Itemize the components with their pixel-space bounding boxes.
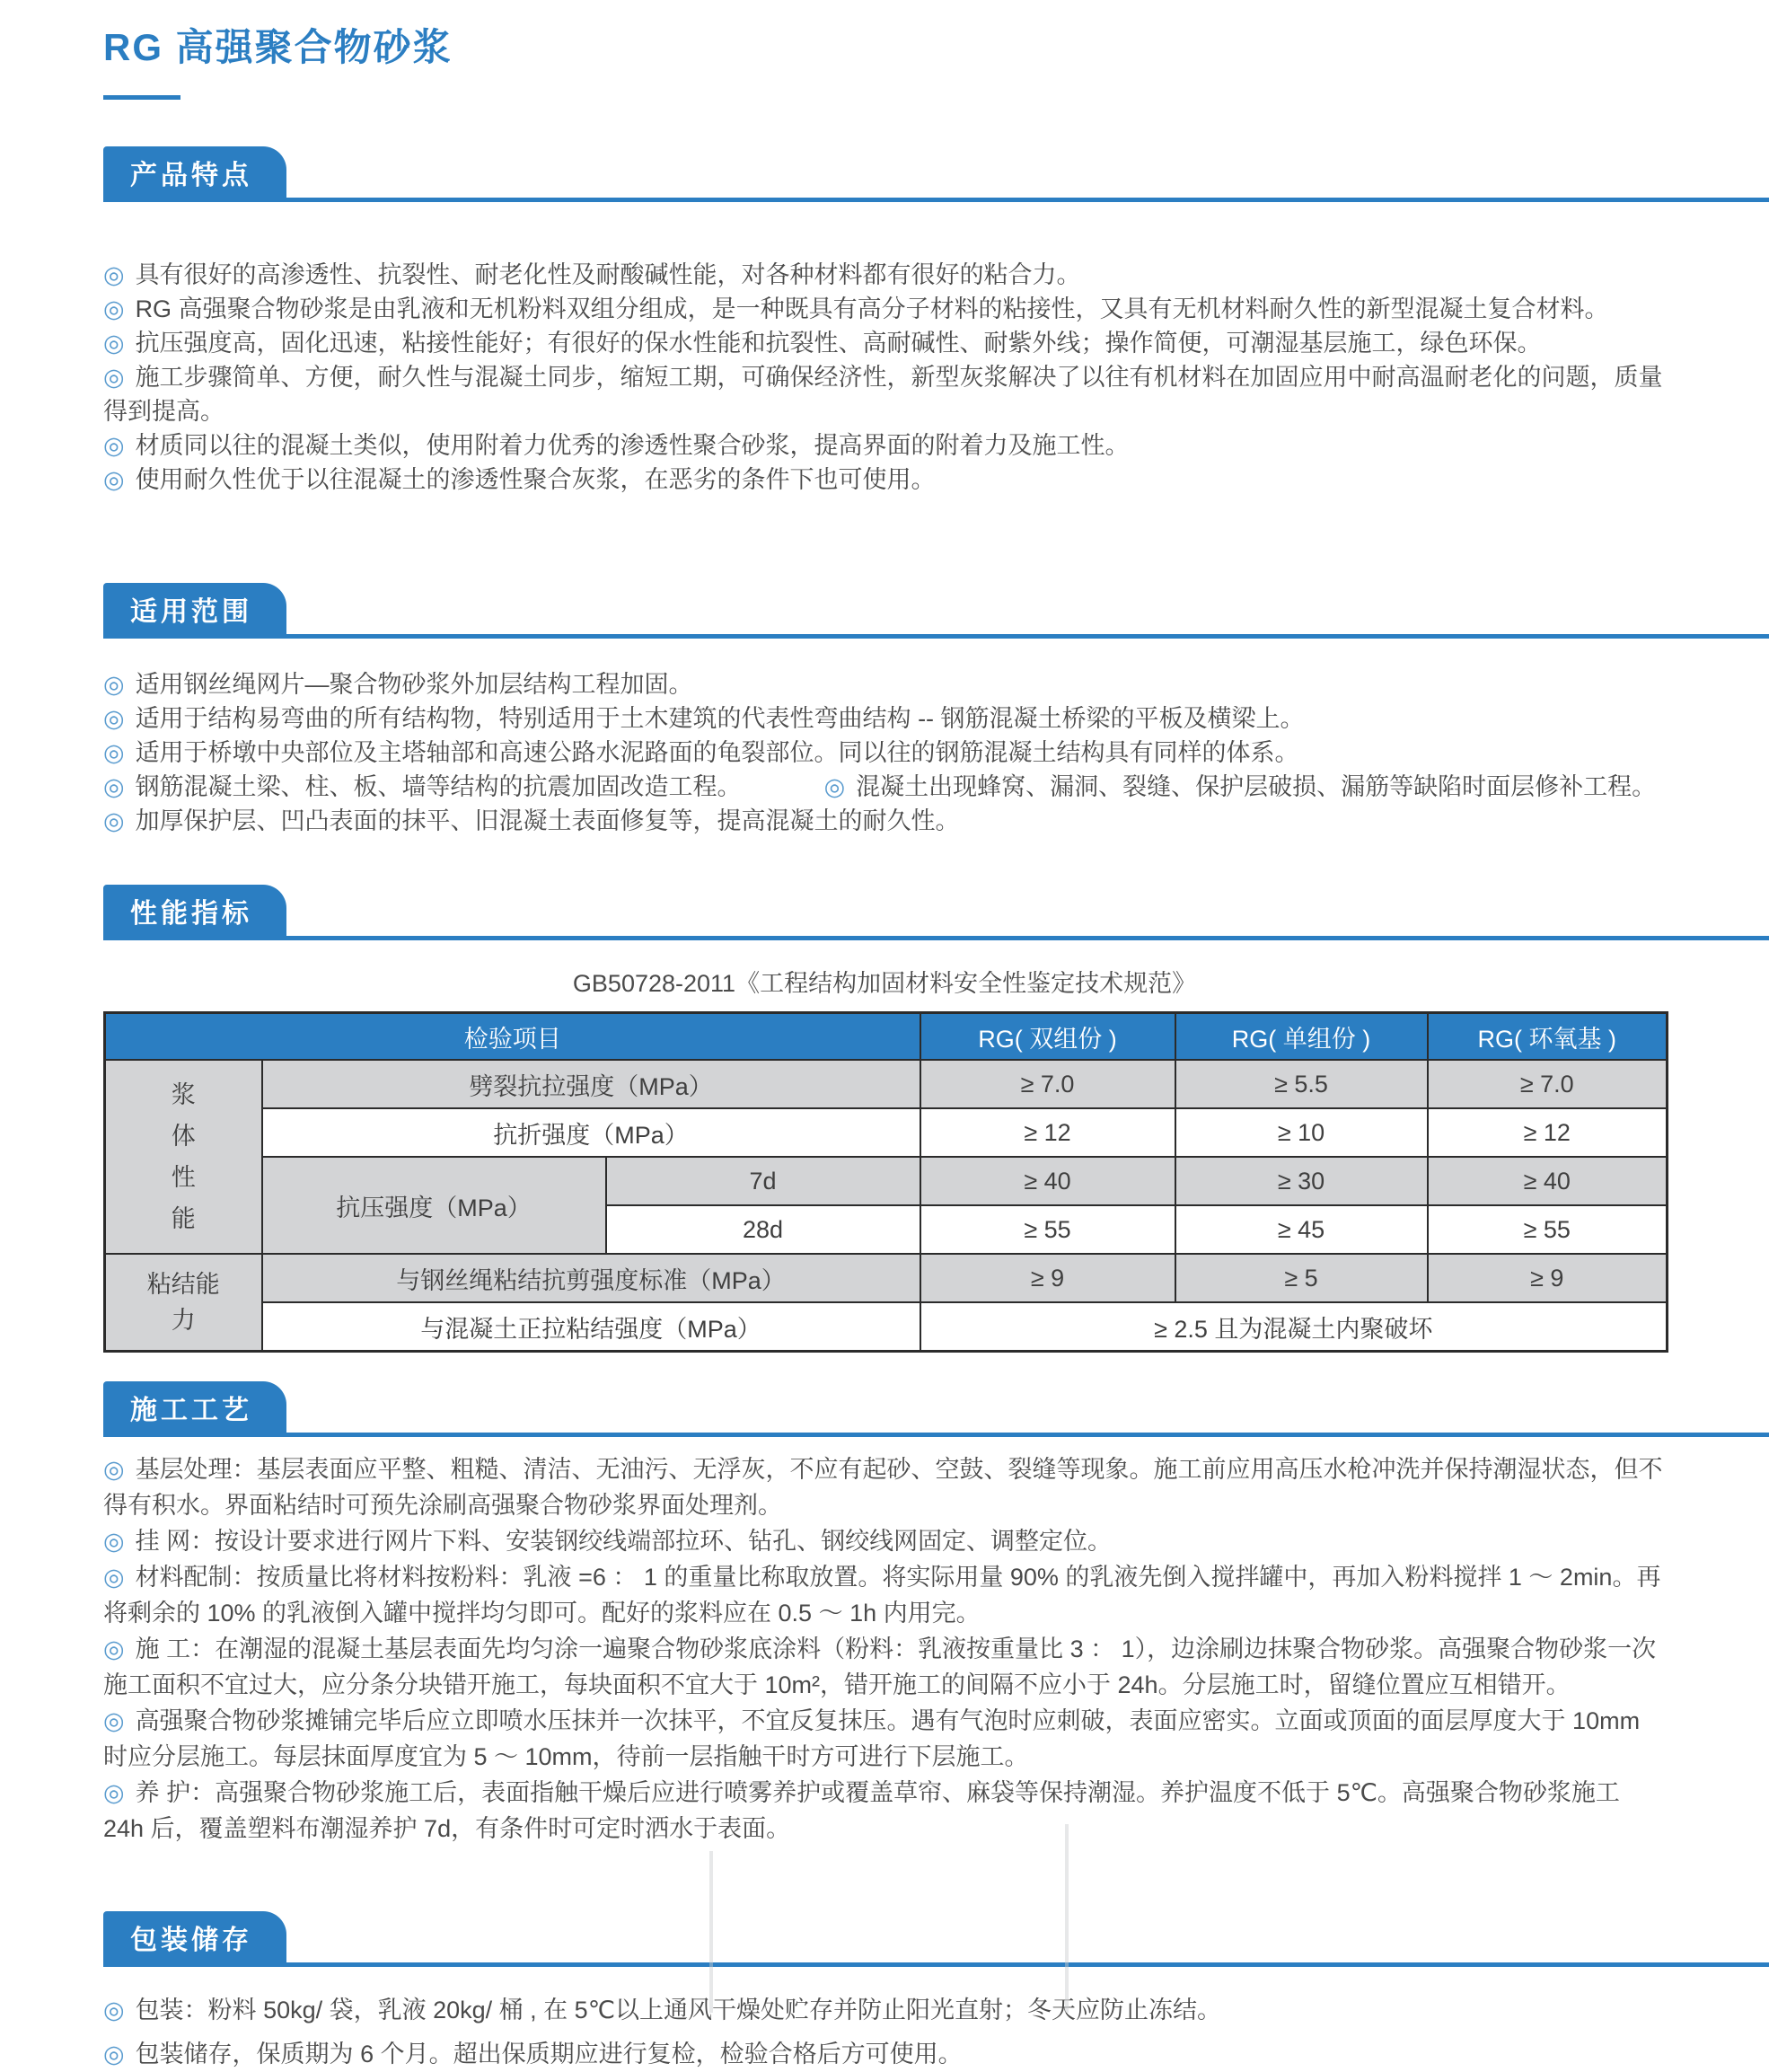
row-group-paste-performance [105,1060,262,1254]
sub-label: 28d [606,1205,920,1254]
bullet-icon: ◎ [103,1779,125,1806]
bullet-icon: ◎ [103,705,125,732]
title-underline [103,95,180,100]
section-performance [0,885,1769,1353]
list-item [103,1559,1666,1631]
header-cell-rg-epoxy: RG( 环氧基 ) [1428,1013,1668,1061]
header-cell-rg-two-part: RG( 双组份 ) [920,1013,1175,1061]
value-cell: ≥ 12 [1428,1108,1668,1157]
bullet-icon: ◎ [103,261,125,288]
list-item [103,701,1666,736]
list-item [103,2036,1666,2072]
list-item [103,428,1666,463]
list-item-text: 材质同以往的混凝土类似，使用附着力优秀的渗透性聚合砂浆，提高界面的附着力及施工性。 [135,432,1130,459]
value-cell: ≥ 9 [920,1254,1175,1302]
list-item-text: 使用耐久性优于以往混凝土的渗透性聚合灰浆，在恶劣的条件下也可使用。 [135,466,936,493]
section-badge-storage: 包装储存 [103,1911,286,1962]
list-item-text: 高强聚合物砂浆摊铺完毕后应立即喷水压抹并一次抹平，不宜反复抹压。遇有气泡时应刺破，表面应密实。立面或顶面的面层厚度大于 10mm 时应分层施工。每层抹面厚度宜为 5 ～ 10mm，待前一层指触干时方可进行下层施工。 [103,1707,1641,1770]
bullet-icon: ◎ [103,466,125,493]
list-item-text: 钢筋混凝土梁、柱、板、墙等结构的抗震加固改造工程。 [135,773,742,800]
section-badge-features: 产品特点 [103,146,286,198]
list-item [103,804,1666,838]
list-item [103,258,1666,292]
section-scope [0,583,1769,838]
value-cell: ≥ 7.0 [1428,1060,1668,1108]
section-heading-performance [103,885,1769,940]
list-item [103,1451,1666,1523]
features-list [103,258,1666,497]
faint-watermark-line [709,1851,713,2013]
section-process [0,1381,1769,1847]
bullet-icon: ◎ [103,1564,125,1591]
value-cell-merged: ≥ 2.5 且为混凝土内聚破坏 [920,1302,1668,1352]
bullet-icon: ◎ [823,773,846,800]
bullet-icon: ◎ [103,671,125,698]
row-group-bond-capacity [105,1254,262,1352]
group-label: 浆体性能 [171,1081,196,1232]
list-item-text: 抗压强度高，固化迅速，粘接性能好；有很好的保水性能和抗裂性、高耐碱性、耐紫外线；操作简便，可潮湿基层施工，绿色环保。 [135,330,1542,357]
list-item [103,326,1666,360]
list-item-text: 养 护：高强聚合物砂浆施工后，表面指触干燥后应进行喷雾养护或覆盖草帘、麻袋等保持潮湿。养护温度不低于 5℃。高强聚合物砂浆施工 24h 后，覆盖塑料布潮湿养护 7d，有条件时可定时洒水于表面。 [103,1779,1620,1842]
list-item-text: 具有很好的高渗透性、抗裂性、耐老化性及耐酸碱性能，对各种材料都有很好的粘合力。 [135,261,1081,288]
table-row-tensile-bond [105,1302,1668,1352]
bullet-icon: ◎ [103,1997,125,2024]
section-badge-performance: 性能指标 [103,885,286,936]
list-item-text: 基层处理：基层表面应平整、粗糙、清洁、无油污、无浮灰，不应有起砂、空鼓、裂缝等现象。施工前应用高压水枪冲洗并保持潮湿状态，但不得有积水。界面粘结时可预先涂刷高强聚合物砂浆界面处理剂。 [103,1456,1663,1519]
storage-list [103,1992,1666,2072]
bullet-icon: ◎ [103,739,125,766]
list-item [103,1992,1666,2028]
value-cell: ≥ 40 [920,1157,1175,1205]
list-item [103,360,1666,428]
row-label: 抗折强度（MPa） [262,1108,920,1157]
value-cell: ≥ 40 [1428,1157,1668,1205]
list-item [103,1523,1666,1559]
list-item-text: 包装储存，保质期为 6 个月。超出保质期应进行复检，检验合格后方可使用。 [135,2041,963,2068]
bullet-icon: ◎ [103,2041,125,2068]
table-row-flexural [105,1108,1668,1157]
faint-watermark-line [1065,1824,1069,2013]
process-list [103,1451,1666,1847]
bullet-icon: ◎ [103,1456,125,1483]
bullet-icon: ◎ [103,1636,125,1662]
value-cell: ≥ 5.5 [1175,1060,1428,1108]
bullet-icon: ◎ [103,295,125,322]
list-item-text: 材料配制：按质量比将材料按粉料：乳液 =6 ： 1 的重量比称取放置。将实际用量 90% 的乳液先倒入搅拌罐中，再加入粉料搅拌 1 ～ 2min。再将剩余的 10% 的乳液倒入罐中搅拌均匀即可。配好的浆料应在 0.5 ～ 1h 内用完。 [103,1564,1661,1627]
row-label: 与钢丝绳粘结抗剪强度标准（MPa） [262,1254,920,1302]
bullet-icon: ◎ [103,330,125,357]
header-cell-rg-one-part: RG( 单组份 ) [1175,1013,1428,1061]
performance-table [103,1011,1668,1353]
list-item-text: 适用于结构易弯曲的所有结构物，特别适用于土木建筑的代表性弯曲结构 -- 钢筋混凝土桥梁的平板及横梁上。 [135,705,1305,732]
value-cell: ≥ 5 [1175,1254,1428,1302]
list-item-text: 挂 网：按设计要求进行网片下料、安装钢绞线端部拉环、钻孔、钢绞线网固定、调整定位。 [135,1528,1113,1555]
list-item-text: 加厚保护层、凹凸表面的抹平、旧混凝土表面修复等，提高混凝土的耐久性。 [135,807,960,834]
list-item-pair [103,770,1666,804]
value-cell: ≥ 10 [1175,1108,1428,1157]
value-cell: ≥ 45 [1175,1205,1428,1254]
list-item [103,1703,1666,1775]
list-item [103,1775,1666,1847]
list-item [103,667,1666,701]
value-cell: ≥ 55 [920,1205,1175,1254]
list-item [103,292,1666,326]
header-cell-item: 检验项目 [105,1013,920,1061]
table-caption: GB50728-2011《工程结构加固材料安全性鉴定技术规范》 [572,970,1197,997]
bullet-icon: ◎ [103,1707,125,1734]
list-item-text: 施工步骤简单、方便，耐久性与混凝土同步，缩短工期，可确保经济性，新型灰浆解决了以往有机材料在加固应用中耐高温耐老化的问题，质量得到提高。 [103,364,1663,425]
bullet-icon: ◎ [103,773,125,800]
list-item-text: 包装：粉料 50kg/ 袋，乳液 20kg/ 桶 , 在 5℃以上通风干燥处贮存并防止阳光直射；冬天应防止冻结。 [135,1997,1222,2024]
group-label: 粘结能力 [146,1271,220,1334]
list-item-text: 适用钢丝绳网片—聚合物砂浆外加层结构工程加固。 [135,671,693,698]
row-label: 劈裂抗拉强度（MPa） [262,1060,920,1108]
list-item [103,463,1666,497]
list-item-text: RG 高强聚合物砂浆是由乳液和无机粉料双组分组成，是一种既具有高分子材料的粘接性，又具有无机材料耐久性的新型混凝土复合材料。 [135,295,1609,322]
list-item [103,736,1666,770]
bullet-icon: ◎ [103,364,125,391]
value-cell: ≥ 7.0 [920,1060,1175,1108]
value-cell: ≥ 30 [1175,1157,1428,1205]
section-storage [0,1911,1769,2072]
document-page [0,18,1769,2068]
section-heading-process [103,1381,1769,1437]
row-label-compressive: 抗压强度（MPa） [262,1157,606,1254]
list-item-text: 施 工：在潮湿的混凝土基层表面先均匀涂一遍聚合物砂浆底涂料（粉料：乳液按重量比 3 ： 1），边涂刷边抹聚合物砂浆。高强聚合物砂浆一次施工面积不宜过大，应分条分块错开施工，每块面积不宜大于 10m²，错开施工的间隔不应小于 24h。分层施工时，留缝位置应互相错开。 [103,1636,1657,1698]
value-cell: ≥ 12 [920,1108,1175,1157]
section-features [0,146,1769,497]
table-row-shear-bond [105,1254,1668,1302]
section-badge-scope: 适用范围 [103,583,286,634]
value-cell: ≥ 55 [1428,1205,1668,1254]
table-header-row [105,1013,1668,1061]
table-row-compressive-7d [105,1157,1668,1205]
sub-label: 7d [606,1157,920,1205]
list-item-text: 混凝土出现蜂窝、漏洞、裂缝、保护层破损、漏筋等缺陷时面层修补工程。 [856,773,1657,800]
section-badge-process: 施工工艺 [103,1381,286,1433]
section-heading-scope [103,583,1769,639]
bullet-icon: ◎ [103,1528,125,1555]
scope-list [103,667,1666,838]
bullet-icon: ◎ [103,807,125,834]
section-heading-features [103,146,1769,202]
list-item-text: 适用于桥墩中央部位及主塔轴部和高速公路水泥路面的龟裂部位。同以往的钢筋混凝土结构具有同样的体系。 [135,739,1299,766]
page-title: RG 高强聚合物砂浆 [103,26,453,68]
value-cell: ≥ 9 [1428,1254,1668,1302]
row-label: 与混凝土正拉粘结强度（MPa） [262,1302,920,1352]
list-item [103,1631,1666,1703]
bullet-icon: ◎ [103,432,125,459]
section-heading-storage [103,1911,1769,1967]
table-row-split-tensile [105,1060,1668,1108]
